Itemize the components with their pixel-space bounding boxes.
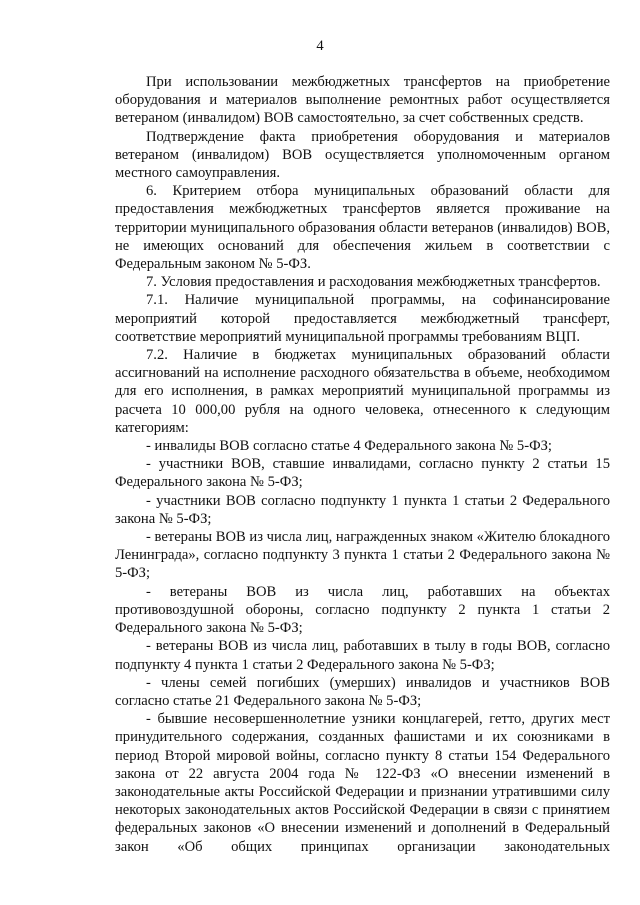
- list-item-category: - участники ВОВ согласно подпункту 1 пункта 1 статьи 2 Федерального закона № 5-ФЗ;: [115, 492, 610, 527]
- paragraph-purchase-confirmation: Подтверждение факта приобретения оборудования и материалов ветераном (инвалидом) ВОВ осуществляется уполномоченным органом местного самоуправления.: [115, 128, 610, 182]
- list-item-category: - члены семей погибших (умерших) инвалидов и участников ВОВ согласно статье 21 Федерального закона № 5-ФЗ;: [115, 674, 610, 709]
- paragraph-transfer-usage: При использовании межбюджетных трансфертов на приобретение оборудования и материалов выполнение ремонтных работ осуществляется ветераном (инвалидом) ВОВ самостоятельно, за счет собственных средств.: [115, 74, 610, 127]
- list-item-category: - ветераны ВОВ из числа лиц, работавших в тылу в годы ВОВ, согласно подпункту 4 пункта 1 статьи 2 Федерального закона № 5-ФЗ;: [115, 638, 610, 673]
- paragraph-condition-7-1: 7.1. Наличие муниципальной программы, на софинансирование мероприятий которой предоставляется межбюджетный трансферт, соответствие мероприятий муниципальной программы требованиям ВЦП.: [115, 292, 610, 345]
- list-item-category: - инвалиды ВОВ согласно статье 4 Федерального закона № 5-ФЗ;: [146, 438, 552, 455]
- list-item-category: - ветераны ВОВ из числа лиц, работавших на объектах противовоздушной обороны, согласно подпункту 2 пункта 1 статьи 2 Федерального закона № 5-ФЗ;: [115, 583, 610, 637]
- paragraph-condition-7-2: 7.2. Наличие в бюджетах муниципальных образований области ассигнований на исполнение расходного обязательства в объеме, необходимом для его исполнения, в рамках мероприятий муниципальной программы из расчета 10 000,00 рубля на одного человека, отнесенного к следующим категориям:: [115, 347, 610, 436]
- list-item-category: - ветераны ВОВ из числа лиц, награжденных знаком «Жителю блокадного Ленинграда», согласно подпункту 3 пункта 1 статьи 2 Федерального закона № 5-ФЗ;: [115, 529, 610, 582]
- list-item-category: - участники ВОВ, ставшие инвалидами, согласно пункту 2 статьи 15 Федерального закона № 5-ФЗ;: [115, 456, 610, 491]
- document-body: [115, 73, 610, 856]
- paragraph-conditions-heading: 7. Условия предоставления и расходования межбюджетных трансфертов.: [146, 274, 601, 291]
- page-number: 4: [316, 38, 324, 54]
- list-item-category: - бывшие несовершеннолетние узники концлагерей, гетто, других мест принудительного содержания, созданных фашистами и их союзниками в период Второй мировой войны, согласно пункту 8 статьи 154 Федерального закона от 22 августа 2004 года № 122-ФЗ «О внесении изменений в законодательные акты Российской Федерации и признании утратившими силу некоторых законодательных актов Российской Федерации в связи с принятием федеральных законов «О внесении изменений и дополнений в Федеральный закон «Об общих принципах организации законодательных: [115, 711, 610, 855]
- paragraph-selection-criterion: 6. Критерием отбора муниципальных образований области для предоставления межбюджетных трансфертов является проживание на территории муниципального образования области ветеранов (инвалидов) ВОВ, не имеющих оснований для обеспечения жильем в соответствии с Федеральным законом № 5-ФЗ.: [115, 183, 610, 273]
